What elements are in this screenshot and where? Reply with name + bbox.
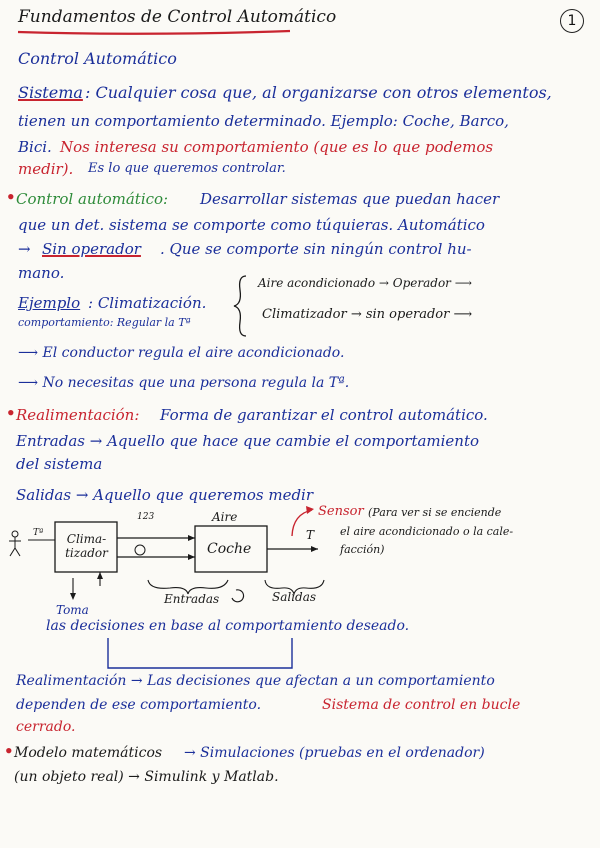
diagram-temp-label: Tª xyxy=(33,528,44,538)
sistema-line2: tienen un comportamiento determinado. Ejemplo: Coche, Barco, xyxy=(18,112,509,130)
sistema-line3b: Nos interesa su comportamiento (que es lo que podemos xyxy=(60,138,494,156)
entradas-line2: del sistema xyxy=(16,455,103,473)
ejemplo-note1: ⟶ El conductor regula el aire acondicionado. xyxy=(18,345,345,361)
control-line3a: → xyxy=(18,240,31,258)
ejemplo-line1: : Climatización. xyxy=(88,294,207,312)
sistema-line1: : Cualquier cosa que, al organizarse con otros elementos, xyxy=(85,83,552,102)
modelo-term: Modelo matemáticos xyxy=(14,745,163,761)
bullet-icon: • xyxy=(4,742,14,760)
realimentacion2-line2a: dependen de ese comportamiento. xyxy=(16,697,262,713)
control-line3-term: Sin operador xyxy=(42,240,141,258)
realimentacion2-line2b: Sistema de control en bucle xyxy=(322,697,521,713)
entradas-line: Entradas → Aquello que hace que cambie el comportamiento xyxy=(16,432,480,450)
ejemplo-term: Ejemplo xyxy=(18,294,81,312)
realimentacion2-line1: Realimentación → Las decisiones que afectan a un comportamiento xyxy=(16,673,495,689)
modelo-line2: (un objeto real) → Simulink y Matlab. xyxy=(14,769,279,785)
sistema-line3a: Bici. xyxy=(18,138,52,156)
ejemplo-opt2: Climatizador → sin operador ⟶ xyxy=(262,307,473,322)
realimentacion2-line3: cerrado. xyxy=(16,719,76,735)
control-line1: Desarrollar sistemas que puedan hacer xyxy=(200,190,500,208)
page-title: Fundamentos de Control Automático xyxy=(18,7,337,27)
salidas-line: Salidas → Aquello que queremos medir xyxy=(16,486,314,504)
realimentacion-line1: Forma de garantizar el control automático. xyxy=(160,406,488,424)
bullet-icon: • xyxy=(6,404,16,422)
ejemplo-opt1: Aire acondicionado → Operador ⟶ xyxy=(258,276,472,290)
sistema-term: Sistema xyxy=(18,83,83,102)
diagram-toma-label: Toma xyxy=(56,603,89,617)
ejemplo-note2: ⟶ No necesitas que una persona regula la Tª. xyxy=(18,375,350,391)
diagram-sensor-note2: el aire acondicionado o la cale- xyxy=(340,525,514,538)
modelo-line1: → Simulaciones (pruebas en el ordenador) xyxy=(184,745,485,761)
bullet-icon: • xyxy=(6,188,16,206)
diagram-top-label: Aire xyxy=(212,510,238,524)
diagram-nums: 123 xyxy=(137,512,155,522)
heading: Control Automático xyxy=(18,49,177,68)
control-line2: que un det. sistema se comporte como túquieras. Automático xyxy=(18,216,485,234)
sistema-line4a: medir). xyxy=(18,160,74,178)
realimentacion-term: Realimentación: xyxy=(16,406,140,424)
diagram-sensor-note3: facción) xyxy=(340,543,385,556)
sistema-line4b: Es lo que queremos controlar. xyxy=(88,161,286,176)
diagram-box1-label: Clima- tizador xyxy=(65,532,108,560)
diagram-salidas-label: Salidas xyxy=(272,590,317,604)
diagram-sensor-note1: (Para ver si se enciende xyxy=(368,506,502,519)
diagram-t-label: T xyxy=(306,528,315,542)
control-term: Control automático: xyxy=(16,190,169,208)
diagram-entradas-label: Entradas xyxy=(164,592,220,606)
diagram-box2-label: Coche xyxy=(207,541,252,557)
control-line4: mano. xyxy=(18,264,65,282)
diagram-sensor-label: Sensor xyxy=(318,504,364,519)
page-number: 1 xyxy=(560,9,584,33)
control-line3b: . Que se comporte sin ningún control hu- xyxy=(160,240,472,258)
ejemplo-line2: comportamiento: Regular la Tª xyxy=(18,316,191,329)
diagram-decision-line: las decisiones en base al comportamiento deseado. xyxy=(46,618,410,634)
